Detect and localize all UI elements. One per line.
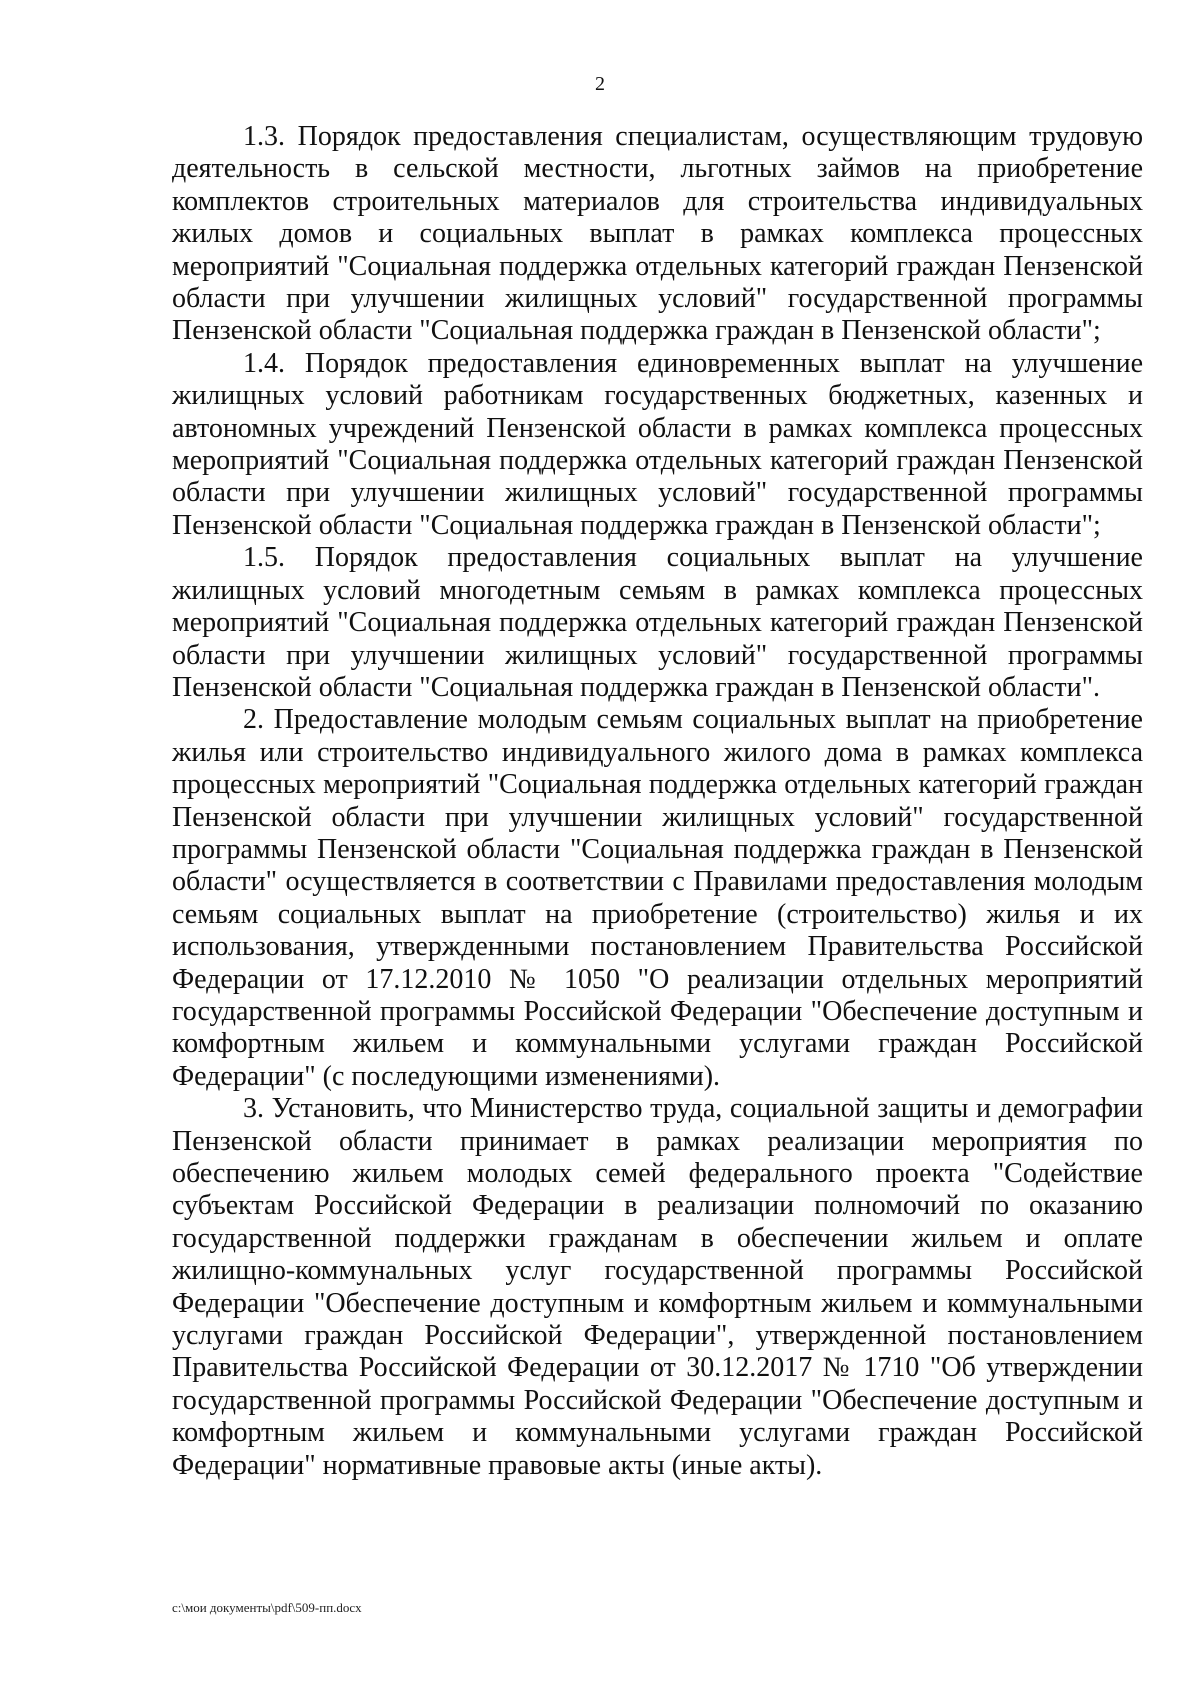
footer-file-path: c:\мои документы\pdf\509-пп.docx [172, 1600, 362, 1615]
paragraph-1-3: 1.3. Порядок предоставления специалистам, осуществляющим трудовую деятельность в сельской местности, льготных займов на приобретение комплектов строительных материалов для строительства индивидуальных жилых домов и социальных выплат в рамках комплекса процессных мероприятий "Социальная поддержка отдельных категорий граждан Пензенской области при улучшении жилищных условий" государственной программы Пензенской области "Социальная поддержка граждан в Пензенской области"; [172, 121, 1143, 347]
page-number: 2 [595, 73, 605, 95]
document-body [172, 121, 1143, 1482]
paragraph-1-5: 1.5. Порядок предоставления социальных выплат на улучшение жилищных условий многодетным семьям в рамках комплекса процессных мероприятий "Социальная поддержка отдельных категорий граждан Пензенской области при улучшении жилищных условий" государственной программы Пензенской области "Социальная поддержка граждан в Пензенской области". [172, 542, 1143, 703]
paragraph-1-4: 1.4. Порядок предоставления единовременных выплат на улучшение жилищных условий работникам государственных бюджетных, казенных и автономных учреждений Пензенской области в рамках комплекса процессных мероприятий "Социальная поддержка отдельных категорий граждан Пензенской области при улучшении жилищных условий" государственной программы Пензенской области "Социальная поддержка граждан в Пензенской области"; [172, 347, 1143, 541]
paragraph-2: 2. Предоставление молодым семьям социальных выплат на приобретение жилья или строительство индивидуального жилого дома в рамках комплекса процессных мероприятий "Социальная поддержка отдельных категорий граждан Пензенской области при улучшении жилищных условий" государственной программы Пензенской области "Социальная поддержка граждан в Пензенской области" осуществляется в соответствии с Правилами предоставления молодым семьям социальных выплат на приобретение (строительство) жилья и их использования, утвержденными постановлением Правительства Российской Федерации от 17.12.2010 № 1050 "О реализации отдельных мероприятий государственной программы Российской Федерации "Обеспечение доступным и комфортным жильем и коммунальными услугами граждан Российской Федерации" (с последующими изменениями). [172, 704, 1143, 1092]
paragraph-3: 3. Установить, что Министерство труда, социальной защиты и демографии Пензенской области принимает в рамках реализации мероприятия по обеспечению жильем молодых семей федерального проекта "Содействие субъектам Российской Федерации в реализации полномочий по оказанию государственной поддержки гражданам в обеспечении жильем и оплате жилищно-коммунальных услуг государственной программы Российской Федерации "Обеспечение доступным и комфортным жильем и коммунальными услугами граждан Российской Федерации", утвержденной постановлением Правительства Российской Федерации от 30.12.2017 № 1710 "Об утверждении государственной программы Российской Федерации "Обеспечение доступным и комфортным жильем и коммунальными услугами граждан Российской Федерации" нормативные правовые акты (иные акты). [172, 1093, 1143, 1481]
